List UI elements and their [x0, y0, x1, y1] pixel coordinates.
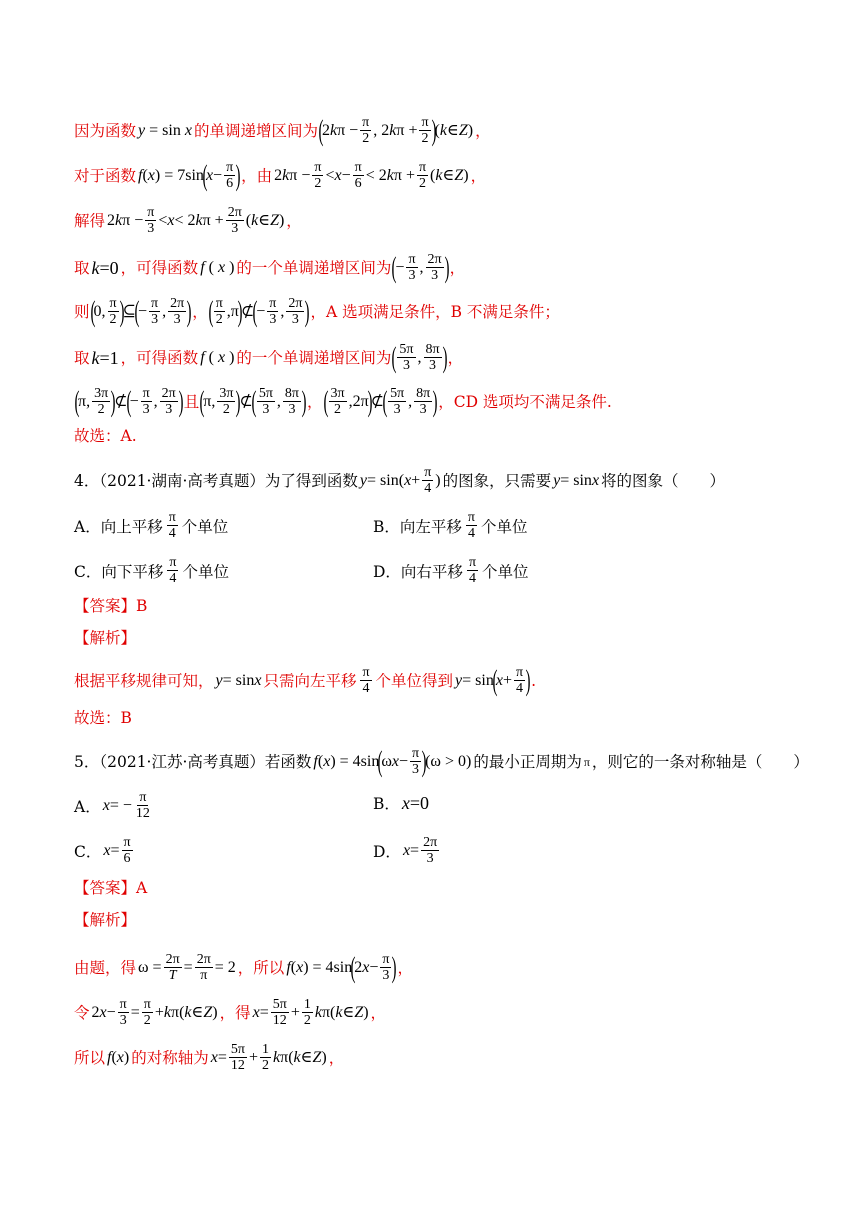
- math-not-subset: ( $\frac{\pi}{2}$ ,π ) ⊄ ( − $\frac{\pi}{3}$ , $\frac{2\pi}{3}$ ): [208, 294, 310, 328]
- text: 个单位: [482, 562, 529, 581]
- math-x-0: x =0: [401, 792, 430, 813]
- text: D．向右平移: [373, 562, 463, 581]
- math-interval-k0: ( − $\frac{\pi}{3}$ , $\frac{2\pi}{3}$ ): [391, 250, 450, 284]
- math-x-2pi-3: x = $\frac{2\pi}{3}$: [402, 835, 438, 866]
- text: B．向左平移: [373, 517, 462, 536]
- solution-line-4: [74, 252, 820, 283]
- text: ，: [192, 302, 208, 321]
- text: 【答案】B: [74, 597, 148, 615]
- text: ，: [397, 958, 413, 977]
- text: ，: [306, 392, 323, 411]
- question-4-stem: [74, 465, 820, 496]
- text: 根据平移规律可知，: [74, 671, 214, 690]
- math-pi: π: [583, 754, 590, 769]
- text: 的一个单调递增区间为: [236, 348, 392, 367]
- q5-option-c: [74, 835, 137, 866]
- text: 的最小正周期为: [473, 752, 582, 771]
- text: ，: [286, 211, 302, 230]
- text: ，: [449, 258, 466, 277]
- q4-solution: [74, 665, 820, 696]
- text: 的图象，只需要: [442, 471, 552, 490]
- text: .: [531, 671, 537, 690]
- math-inequality: 2 k π − $\frac{\pi}{2}$ < x − $\frac{\pi}{6}$ < 2 k π + $\frac{\pi}{2}$ ( k ∈ Z ): [274, 160, 469, 191]
- solution-line-6: [74, 342, 820, 373]
- math-fx-result: f ( x ) = 4sin ( 2 x − $\frac{\pi}{3}$ ): [286, 950, 397, 984]
- text: 【答案】A: [74, 879, 148, 897]
- q5-analysis-label: [74, 909, 820, 931]
- math-axis-sol: x = $\frac{5\pi}{12}$ + $\frac{1}{2}$ k π( k ∈ Z ): [252, 997, 369, 1028]
- math-cmp-2: ( π, $\frac{3\pi}{2}$ ) ⊄ ( $\frac{5\pi}{3}$ , $\frac{8\pi}{3}$ ): [199, 384, 307, 418]
- math-fx-short: f ( x ): [200, 258, 235, 276]
- math-solve: 2 k π − $\frac{\pi}{3}$ < x < 2 k π + $\frac{2\pi}{3}$ ( k ∈ Z ): [107, 205, 285, 236]
- math-pi-4: $\frac{\pi}{4}$: [169, 555, 177, 586]
- math-y-sinx: y = sin x: [138, 121, 192, 139]
- q5-solution-2: [74, 997, 820, 1028]
- math-y-sinx: y = sin x: [215, 671, 262, 689]
- q4-choose: [74, 707, 820, 729]
- q4-option-a: [74, 510, 228, 541]
- text: 将的图象（ ）: [601, 471, 726, 490]
- q5-solution-3: [74, 1042, 820, 1073]
- text: ，则它的一条对称轴是（ ）: [591, 752, 809, 771]
- text: C．: [74, 842, 102, 861]
- math-target: y = sin( x + $\frac{\pi}{4}$ ): [359, 465, 441, 496]
- solution-line-7: [74, 386, 820, 417]
- text: 取: [74, 348, 90, 367]
- text: 令: [74, 1003, 90, 1022]
- math-pi-4: $\frac{\pi}{4}$: [362, 665, 370, 696]
- q5-solution-1: [74, 952, 820, 983]
- text: 个单位得到: [375, 671, 454, 690]
- q5-option-b: [373, 792, 431, 814]
- text: ，: [470, 166, 487, 185]
- math-subset: ( 0, $\frac{\pi}{2}$ ) ⊆ ( − $\frac{\pi}{3}$ , $\frac{2\pi}{3}$ ): [90, 294, 192, 328]
- solution-line-2: [74, 160, 820, 191]
- solution-line-1: [74, 115, 820, 146]
- math-omega: ω = $\frac{2\pi}{T}$ = $\frac{2\pi}{\pi}$ = 2: [138, 952, 236, 983]
- text: 只需向左平移: [263, 671, 357, 690]
- q5-answer: [74, 877, 820, 899]
- text: 【解析】: [74, 629, 137, 647]
- text: ，得: [219, 1003, 251, 1022]
- math-axis-eq: 2 x − $\frac{\pi}{3}$ = $\frac{\pi}{2}$ + k π( k ∈ Z ): [91, 997, 218, 1028]
- text: ，: [447, 348, 464, 367]
- text: 因为函数: [74, 121, 137, 140]
- solution-line-5: [74, 296, 820, 327]
- math-interval: ( 2 k π − $\frac{\pi}{2}$ , 2 k π + $\frac{\pi}{2}$ ) ( k ∈ Z ): [318, 113, 474, 147]
- text: 个单位: [480, 517, 528, 536]
- q4-option-b: [373, 510, 528, 541]
- q4-analysis-label: [74, 627, 820, 649]
- text: 所以: [74, 1048, 106, 1067]
- math-cmp-3: ( $\frac{3\pi}{2}$ ,2π ) ⊄ ( $\frac{5\pi}{3}$ , $\frac{8\pi}{3}$ ): [323, 384, 438, 418]
- q4-option-d: [373, 555, 529, 586]
- text: ，由: [241, 166, 273, 185]
- math-interval-k1: ( $\frac{5\pi}{3}$ , $\frac{8\pi}{3}$ ): [391, 340, 448, 374]
- text: ，所以: [237, 958, 285, 977]
- math-pi-4: $\frac{\pi}{4}$: [168, 510, 176, 541]
- math-fx-plain: f ( x ): [107, 1048, 130, 1066]
- q4-option-c: [74, 555, 229, 586]
- math-fx: f ( x ) = 7sin ( x − $\frac{\pi}{6}$ ): [138, 158, 241, 192]
- text: B．: [373, 795, 400, 813]
- math-x-neg-pi-12: x = − $\frac{\pi}{12}$: [102, 790, 150, 821]
- text: 解得: [74, 211, 106, 230]
- text: 个单位: [181, 517, 229, 536]
- text: 取: [74, 258, 90, 277]
- text: 且: [183, 392, 200, 411]
- text: 由题，得: [74, 958, 137, 977]
- math-cmp-1: ( π, $\frac{3\pi}{2}$ ) ⊄ ( − $\frac{\pi}{3}$ , $\frac{2\pi}{3}$ ): [74, 384, 184, 418]
- text: 【解析】: [74, 911, 137, 929]
- text: C．向下平移: [74, 562, 164, 581]
- math-k0: k =0: [91, 257, 119, 278]
- text: ，: [475, 121, 491, 140]
- math-axis-final: x = $\frac{5\pi}{12}$ + $\frac{1}{2}$ k π( k ∈ Z ): [210, 1042, 327, 1073]
- text: 对于函数: [74, 166, 137, 185]
- text: 的一个单调递增区间为: [236, 258, 392, 277]
- text: ，CD 选项均不满足条件.: [438, 392, 612, 411]
- text: ，: [370, 1003, 387, 1022]
- question-5-stem: [74, 746, 820, 777]
- q5-option-a: [74, 790, 156, 821]
- text: ，可得函数: [120, 348, 199, 367]
- text: 个单位: [182, 562, 229, 581]
- math-y-sinx: y = sin x: [553, 471, 600, 489]
- text: 4．（2021·湖南·高考真题）为了得到函数: [74, 471, 358, 490]
- math-x-pi-6: x = $\frac{\pi}{6}$: [103, 835, 131, 866]
- text: ，可得函数: [120, 258, 199, 277]
- math-fx-q5: f ( x ) = 4sin ( ω x − $\frac{\pi}{3}$ ) (ω > 0): [313, 744, 472, 778]
- math-pi-4: $\frac{\pi}{4}$: [467, 510, 475, 541]
- text: 的单调递增区间为: [193, 121, 318, 140]
- math-result: y = sin ( x + $\frac{\pi}{4}$ ): [455, 663, 531, 697]
- solution-line-3: [74, 205, 820, 236]
- text: 的对称轴为: [131, 1048, 209, 1067]
- text: A．: [74, 797, 101, 816]
- text: ，: [328, 1048, 345, 1067]
- q5-option-d: [373, 835, 443, 866]
- text: D．: [373, 842, 401, 861]
- text: 故选：A.: [74, 427, 137, 445]
- math-pi-4: $\frac{\pi}{4}$: [468, 555, 477, 586]
- solution-choose: [74, 425, 820, 447]
- text: 故选：B: [74, 709, 132, 727]
- text: A．向上平移: [74, 517, 163, 536]
- math-fx-short: f ( x ): [200, 348, 235, 366]
- text: 5．（2021·江苏·高考真题）若函数: [74, 752, 312, 771]
- q4-answer: [74, 595, 820, 617]
- math-k1: k =1: [91, 347, 119, 368]
- text: 则: [74, 302, 90, 321]
- text: ，A 选项满足条件，B 不满足条件；: [310, 302, 560, 321]
